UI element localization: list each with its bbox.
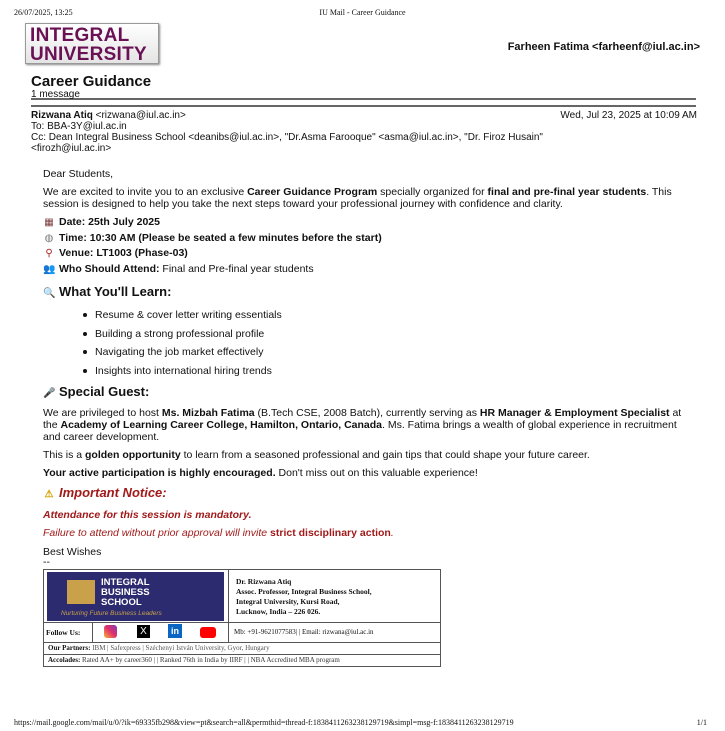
notice-mandatory: Attendance for this session is mandatory. (43, 508, 252, 521)
ibs-logo (47, 572, 224, 621)
notice-heading (43, 485, 693, 503)
print-date: 26/07/2025, 13:25 (14, 8, 73, 17)
learn-list (43, 309, 693, 377)
golden-paragraph (43, 449, 693, 461)
heading-text: Important Notice: (59, 484, 167, 500)
print-title: IU Mail - Career Guidance (319, 8, 406, 17)
text: We are privileged to host (43, 406, 162, 419)
print-footer (14, 718, 707, 727)
accolades (48, 656, 340, 665)
recipient-cc-cont: <firozh@iul.ac.in> (31, 143, 112, 154)
partners (48, 644, 270, 653)
linkedin-icon[interactable]: in (168, 624, 182, 638)
list-item: Building a strong professional profile (43, 328, 693, 340)
text: . This session is designed to help you take the next steps toward your professional journey with confidence and clarity. (43, 186, 672, 210)
notice-failure (43, 527, 693, 539)
clock-icon: ◍ (44, 232, 54, 244)
text: Academy of Learning Career College, Hamilton, Ontario, Canada (60, 418, 383, 431)
event-details (43, 215, 693, 277)
text: Don't miss out on this valuable experience! (275, 466, 478, 479)
detail-venue (43, 246, 693, 262)
detail-label: Date: 25th July 2025 (59, 216, 160, 228)
signature-separator: -- (43, 555, 50, 568)
account-info: Farheen Fatima <farheenf@iul.ac.in> (507, 41, 700, 53)
list-item: Navigating the job market effectively (43, 346, 693, 358)
text: Your active participation is highly encouraged. (43, 466, 276, 479)
page-number: 1/1 (696, 718, 707, 727)
magnifier-icon: 🔍 (43, 288, 56, 299)
guest-heading (43, 384, 693, 402)
x-icon[interactable]: X (137, 625, 150, 638)
text: This is a (43, 448, 86, 461)
instagram-icon[interactable] (104, 625, 117, 638)
message-count: 1 message (31, 89, 80, 100)
sender-name: Rizwana Atiq (31, 110, 93, 121)
text: final and pre-final year students (487, 186, 647, 198)
heading-text: Special Guest: (59, 383, 150, 399)
divider (31, 98, 696, 100)
closing: Best Wishes (43, 545, 102, 558)
warning-icon: ⚠ (44, 488, 54, 500)
logo-line: UNIVERSITY (30, 44, 148, 65)
print-url: https://mail.google.com/mail/u/0/?ik=69335fb298&view=pt&search=all&permthid=thread-f:1838411263238129719&simpl=msg-f:1838411263238129719 (14, 718, 514, 727)
pin-icon: ⚲ (45, 248, 53, 259)
text: Rated AA+ by career360 | | Ranked 76th in India by IIRF | | NBA Accredited MBA program (80, 655, 340, 664)
list-item: Insights into international hiring trends (43, 365, 693, 377)
detail-label: Time: 10:30 AM (Please be seated a few minutes before the start) (59, 231, 382, 244)
tagline: Nurturing Future Business Leaders (61, 609, 162, 617)
logo-line: INTEGRAL (30, 25, 130, 46)
sender-email: <rizwana@iul.ac.in> (95, 110, 186, 121)
recipient-to: To: BBA-3Y@iul.ac.in (31, 121, 127, 132)
contact-info: Mb: +91-9621077583| | Email: rizwana@iul.ac.in (234, 627, 374, 636)
divider (31, 105, 696, 107)
logo-line: INTEGRAL (101, 576, 150, 588)
detail-time (43, 231, 693, 247)
signature-title: Assoc. Professor, Integral Business School, (236, 586, 372, 596)
text: to learn from a seasoned professional and gain tips that could shape your future career. (180, 448, 590, 461)
text: HR Manager & Employment Specialist (479, 406, 670, 419)
text: specially organized for (377, 186, 488, 198)
learn-heading (43, 284, 693, 302)
text: Failure to attend without prior approval will invite (43, 526, 271, 539)
text: strict disciplinary action (270, 526, 391, 539)
detail-date (43, 215, 693, 231)
email-signature (43, 569, 441, 667)
integral-university-logo (25, 23, 159, 64)
detail-label: Who Should Attend: (59, 262, 160, 275)
microphone-icon: 🎤 (43, 387, 56, 399)
follow-label: Follow Us: (46, 627, 81, 637)
intro-paragraph (43, 186, 693, 210)
detail-label: Venue: LT1003 (Phase-03) (59, 247, 188, 259)
thread-subject: Career Guidance (31, 73, 152, 90)
label: Our Partners: (48, 643, 91, 652)
participation-paragraph (43, 467, 693, 479)
heading-text: What You'll Learn: (59, 284, 172, 299)
ibs-mark-icon (67, 580, 95, 604)
signature-address: Integral University, Kursi Road, (236, 596, 340, 606)
label: Accolades: (48, 655, 81, 664)
text: . Ms. Fatima brings a wealth of global experience in recruitment and career development. (43, 418, 677, 443)
recipient-cc: Cc: Dean Integral Business School <deanibs@iul.ac.in>, "Dr.Asma Farooque" <asma@iul.ac.in>, "Dr. Firoz Husain" (31, 132, 543, 143)
message-header (31, 110, 697, 154)
logo-line: BUSINESS (101, 586, 150, 598)
detail-text: Final and Pre-final year students (159, 262, 314, 275)
text: IBM | Safexpress | Széchenyi István University, Gyor, Hungary (90, 643, 270, 652)
youtube-icon[interactable] (200, 627, 216, 638)
list-item: Resume & cover letter writing essentials (43, 309, 693, 321)
text: at the (43, 406, 682, 431)
detail-audience (43, 262, 693, 278)
message-date: Wed, Jul 23, 2025 at 10:09 AM (560, 110, 697, 121)
calendar-icon: ▦ (44, 217, 54, 228)
text: (B.Tech CSE, 2008 Batch), currently serving as (254, 406, 480, 419)
logo-line: SCHOOL (101, 596, 142, 608)
text: golden opportunity (85, 448, 181, 461)
people-icon: 👥 (43, 263, 56, 275)
signature-name: Dr. Rizwana Atiq (236, 576, 292, 586)
text: We are excited to invite you to an exclusive (43, 186, 248, 198)
message-body (43, 168, 693, 667)
text: Career Guidance Program (247, 186, 378, 198)
text: Ms. Mizbah Fatima (161, 406, 255, 419)
signature-address: Lucknow, India – 226 026. (236, 606, 321, 616)
guest-paragraph (43, 407, 693, 443)
greeting: Dear Students, (43, 168, 114, 180)
text: . (390, 526, 394, 539)
sender (31, 110, 186, 121)
